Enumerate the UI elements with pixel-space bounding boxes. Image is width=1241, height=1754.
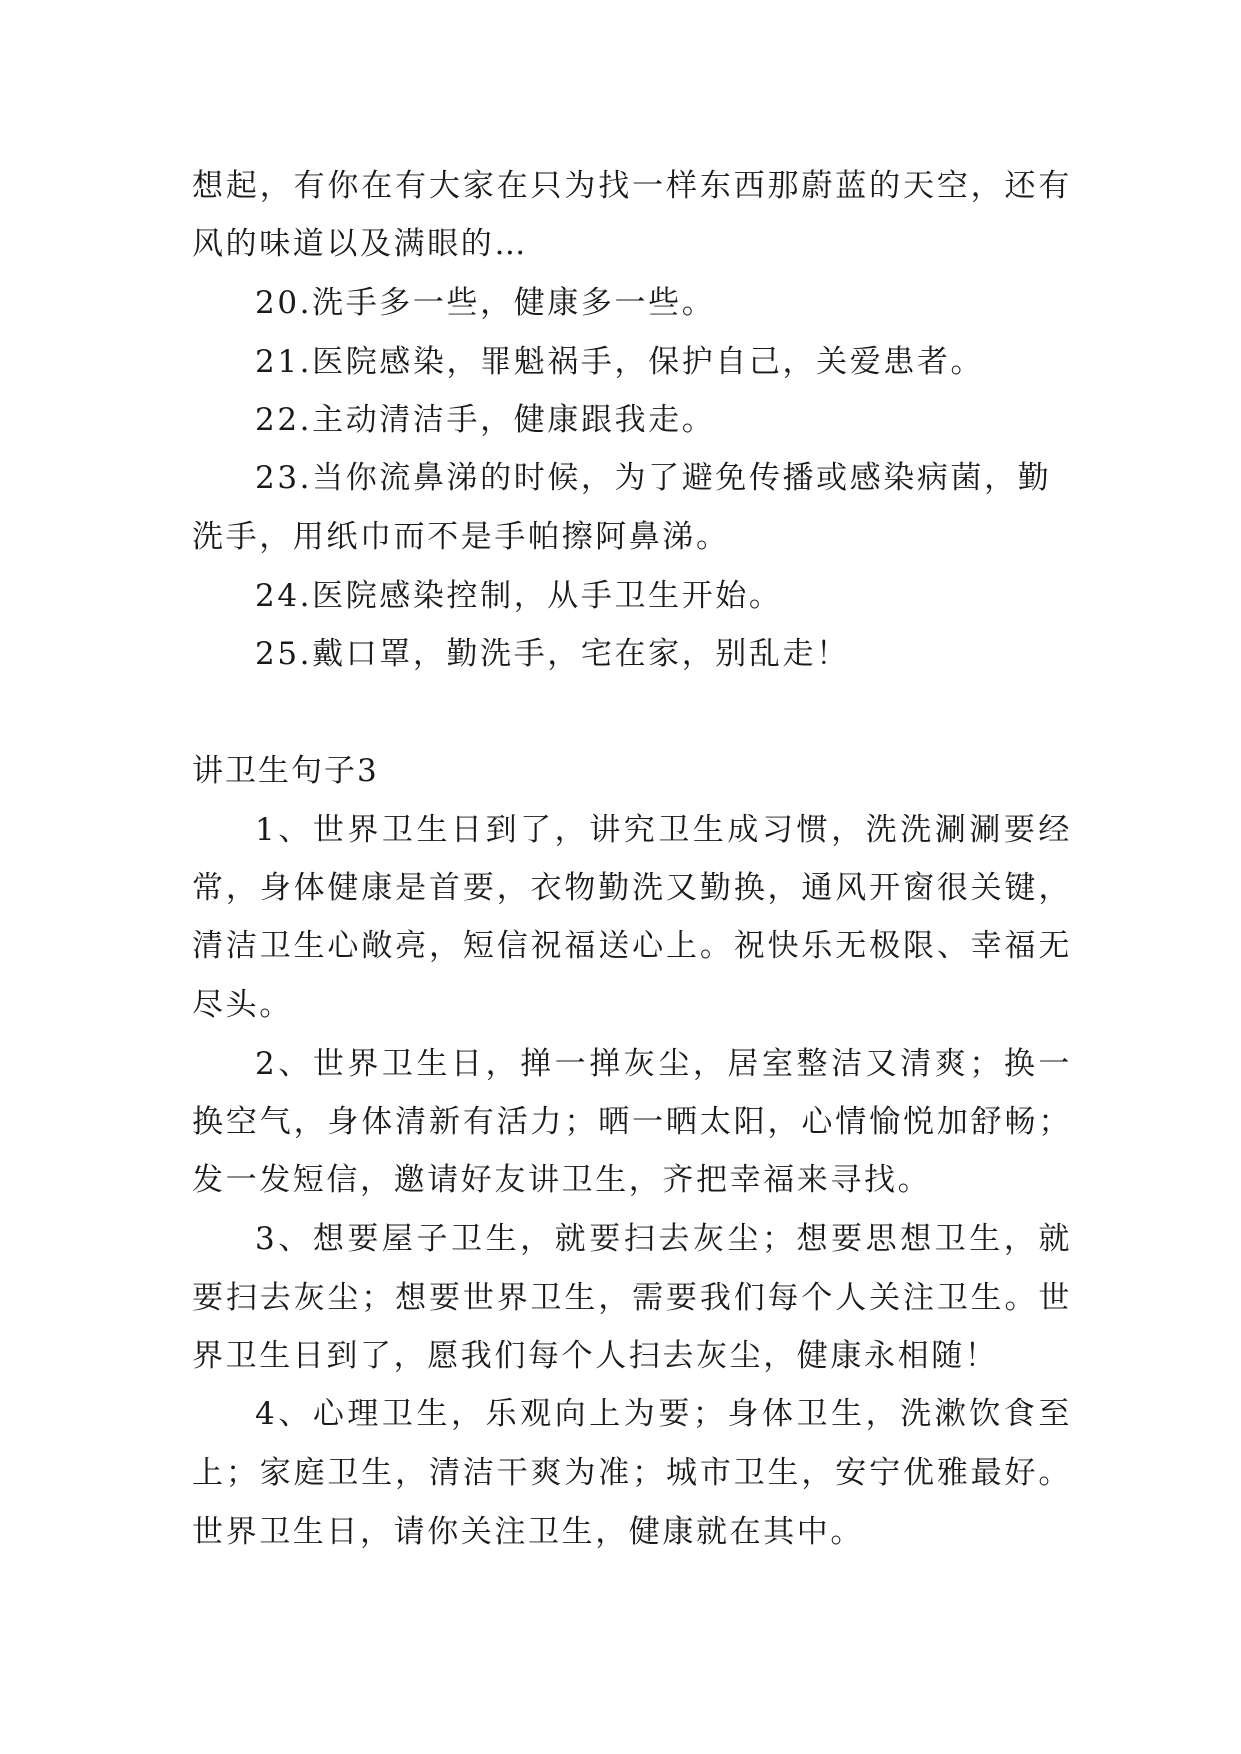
paragraph-line: 3、想要屋子卫生，就要扫去灰尘；想要思想卫生，就 bbox=[255, 1221, 1072, 1257]
list-item: 23.当你流鼻涕的时候，为了避免传播或感染病菌，勤 bbox=[255, 460, 1052, 496]
paragraph-line: 想起，有你在有大家在只为找一样东西那蔚蓝的天空，还有 bbox=[192, 168, 1072, 204]
list-item: 24.医院感染控制，从手卫生开始。 bbox=[255, 578, 783, 614]
list-item: 22.主动清洁手，健康跟我走。 bbox=[255, 402, 716, 438]
list-item: 20.洗手多一些，健康多一些。 bbox=[255, 285, 716, 321]
paragraph-line: 4、心理卫生，乐观向上为要；身体卫生，洗漱饮食至 bbox=[255, 1396, 1072, 1432]
paragraph-line: 清洁卫生心敞亮，短信祝福送心上。祝快乐无极限、幸福无 bbox=[192, 928, 1072, 964]
paragraph-line: 1、世界卫生日到了，讲究卫生成习惯，洗洗涮涮要经 bbox=[255, 812, 1072, 848]
section-heading: 讲卫生句子3 bbox=[192, 753, 379, 789]
list-item-continuation: 洗手，用纸巾而不是手帕擦阿鼻涕。 bbox=[192, 519, 730, 555]
paragraph-line: 发一发短信，邀请好友讲卫生，齐把幸福来寻找。 bbox=[192, 1162, 932, 1198]
paragraph-line: 换空气，身体清新有活力；晒一晒太阳，心情愉悦加舒畅； bbox=[192, 1104, 1072, 1140]
paragraph-line: 常，身体健康是首要，衣物勤洗又勤换，通风开窗很关键， bbox=[192, 870, 1072, 906]
list-item: 25.戴口罩，勤洗手，宅在家，别乱走！ bbox=[255, 636, 850, 672]
paragraph-line: 要扫去灰尘；想要世界卫生，需要我们每个人关注卫生。世 bbox=[192, 1280, 1072, 1316]
paragraph-line: 界卫生日到了，愿我们每个人扫去灰尘，健康永相随！ bbox=[192, 1338, 999, 1374]
paragraph-line: 尽头。 bbox=[192, 987, 293, 1023]
paragraph-line: 2、世界卫生日，掸一掸灰尘，居室整洁又清爽；换一 bbox=[255, 1046, 1072, 1082]
paragraph-line: 风的味道以及满眼的… bbox=[192, 226, 528, 262]
list-item: 21.医院感染，罪魁祸手，保护自己，关爱患者。 bbox=[255, 344, 985, 380]
paragraph-line: 上；家庭卫生，清洁干爽为准；城市卫生，安宁优雅最好。 bbox=[192, 1455, 1072, 1491]
paragraph-line: 世界卫生日，请你关注卫生，健康就在其中。 bbox=[192, 1514, 864, 1550]
